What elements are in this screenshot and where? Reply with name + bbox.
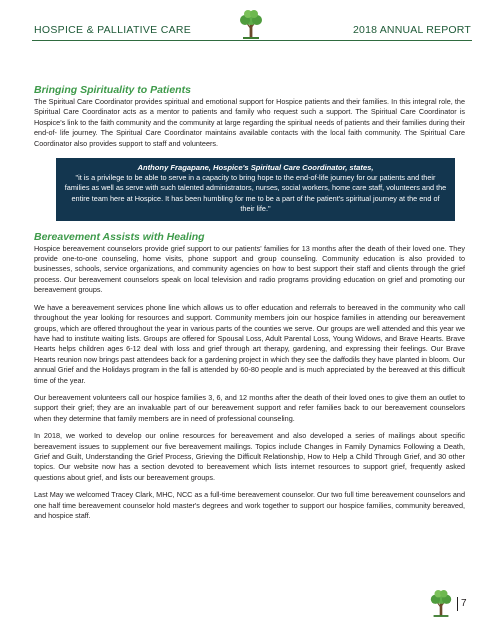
page-number: 7	[461, 598, 467, 609]
bereavement-paragraph-5: Last May we welcomed Tracey Clark, MHC, NCC as a full-time bereavement counselor. Our two full time bereavement counselors and one half time bereavement counselor hold master's degrees and work together to support our hospice families, community bereaved, and hospice staff.	[34, 490, 465, 520]
section-heading-bereavement: Bereavement Assists with Healing	[34, 230, 205, 243]
header-org-title: HOSPICE & PALLIATIVE CARE	[34, 24, 192, 36]
header-report-title: 2018 ANNUAL REPORT	[353, 24, 471, 36]
quote-text: "it is a privilege to be able to serve in a capacity to bring hope to the end-of-life journey for our patients and their families as well as serve with such talented administrators, nurses, social workers, home care staff, volunteers and the entire team here at Hospice. It has been humbling for me to be a part of the patient's spiritual journey at the end of their life."	[64, 173, 447, 214]
bereavement-paragraph-2: We have a bereavement services phone line which allows us to offer education and referrals to bereaved in the community who call throughout the year looking for resources and support. Community members join our hospice families in attending our bereavement groups, which are offered throughout the year in various parts of the counties we serve. Our groups are well attended and this year we have had to institute waiting lists. Groups are offered for Spousal Loss, Adult Parental Loss, Young Widows, and Brave Hearts. Brave Hearts helps children ages 6-12 deal with loss and grief through art therapy, gardening, and expressing their feelings. Our Brave Hearts reunion now brings past attendees back for a gardening project in which they see the daffodils they have planted in bloom. Our annual Grief and the Holidays program in the fall is attended by 60-80 people and is much appreciated by the bereaved at this difficult time of the year.	[34, 302, 465, 385]
quote-attribution: Anthony Fragapane, Hospice's Spiritual Care Coordinator, states,	[137, 163, 374, 173]
header-divider	[32, 40, 472, 41]
tree-icon	[428, 586, 454, 620]
bereavement-paragraph-4: In 2018, we worked to develop our online resources for bereavement and also developed a series of mailings about specific bereavement issues to supplement our five bereavement mailings. Topics include Changes in Family Dynamics Following a Death, Grief and Guilt, Understanding the Grief Process, Grieving the Difficult Relationship, How to Help a Child Through Grief, and 30 other topics. Our website now has a section devoted to bereavement which lists internet resources to support grief, frequently asked questions about grief, and lists our bereavement groups.	[34, 431, 465, 482]
section-heading-spirituality: Bringing Spirituality to Patients	[34, 84, 191, 96]
footer-divider	[457, 597, 458, 611]
tree-icon	[237, 7, 265, 41]
main-content	[34, 84, 465, 528]
bereavement-paragraph-1: Hospice bereavement counselors provide grief support to our patients' families for 13 months after the death of their loved one. They provide one-to-one counseling, home visits, phone support and group counseling. Community education is also provided to businesses, schools, service organizations, and community agencies on how to best support their staff and clients through the grief process. Our bereavement counselors speak on local television and radio programs providing education on grief and promoting our bereavement groups.	[34, 243, 465, 295]
quote-box	[56, 158, 455, 221]
spirituality-paragraph: The Spiritual Care Coordinator provides spiritual and emotional support for Hospice patients and their families. In this integral role, the Spiritual Care Coordinator acts as a mentor to patients and family who request such a support. The Spiritual Care Coordinator is Hospice's link to the faith community and the community at large regarding the spiritual needs of patients and their families during their end-of- life journey. The Spiritual Care Coordinator maintains available contacts with the local faith community. The Spiritual Care Coordinator also provides support to staff and volunteers.	[34, 97, 465, 148]
bereavement-paragraph-3: Our bereavement volunteers call our hospice families 3, 6, and 12 months after the death of their loved ones to give them an outlet to support their grief; they are an invaluable part of our bereavement support and refer families back to our bereavement counselors when they determine that family members are in need of professional counseling.	[34, 392, 465, 423]
page-header	[0, 0, 497, 50]
